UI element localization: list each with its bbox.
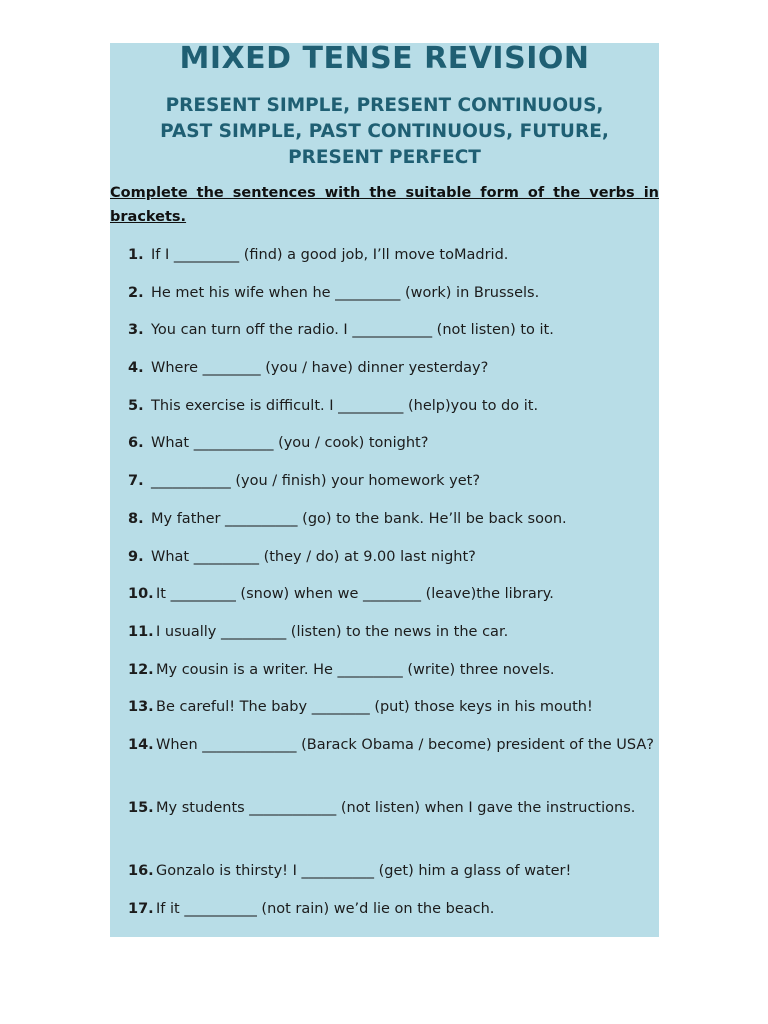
instruction-text: Complete the sentences with the suitable form of the verbs in brackets. [110, 185, 659, 225]
exercise-item [128, 859, 656, 884]
subtitle [110, 93, 659, 171]
item-number: 1. [128, 247, 144, 263]
exercise-item [128, 582, 656, 607]
item-number: 13. [128, 699, 154, 715]
item-number: 8. [128, 511, 144, 527]
page-title: MIXED TENSE REVISION [179, 41, 590, 76]
item-number: 16. [128, 863, 154, 879]
item-text: ___________ (you / finish) your homework yet? [151, 473, 481, 489]
exercise-item [128, 356, 656, 381]
item-text: Gonzalo is thirsty! I __________ (get) him a glass of water! [156, 863, 572, 879]
item-number: 15. [128, 800, 154, 816]
item-text: If I _________ (find) a good job, I’ll move toMadrid. [151, 247, 509, 263]
item-text: You can turn off the radio. I ___________ (not listen) to it. [151, 322, 554, 338]
item-text: This exercise is difficult. I _________ (help)you to do it. [151, 398, 539, 414]
item-number: 12. [128, 662, 154, 678]
item-text: My cousin is a writer. He _________ (write) three novels. [156, 662, 555, 678]
exercise-item [128, 695, 656, 720]
item-number: 4. [128, 360, 144, 376]
item-text: My father __________ (go) to the bank. He’ll be back soon. [151, 511, 567, 527]
item-number: 9. [128, 549, 144, 565]
subtitle-line: PRESENT SIMPLE, PRESENT CONTINUOUS, [165, 95, 604, 116]
item-text: It _________ (snow) when we ________ (leave)the library. [156, 586, 554, 602]
item-number: 2. [128, 285, 144, 301]
exercise-item [128, 545, 656, 570]
item-text: When _____________ (Barack Obama / become) president of the USA? [156, 737, 654, 753]
item-text: Be careful! The baby ________ (put) those keys in his mouth! [156, 699, 593, 715]
item-text: Where ________ (you / have) dinner yesterday? [151, 360, 489, 376]
item-text: My students ____________ (not listen) when I gave the instructions. [156, 800, 636, 816]
subtitle-line: PAST SIMPLE, PAST CONTINUOUS, FUTURE, [160, 121, 609, 142]
exercise-item [128, 281, 656, 306]
exercise-item [128, 620, 656, 645]
subtitle-line: PRESENT PERFECT [288, 147, 481, 168]
item-number: 5. [128, 398, 144, 414]
item-number: 7. [128, 473, 144, 489]
exercise-item [128, 507, 656, 532]
item-number: 10. [128, 586, 154, 602]
item-text: If it __________ (not rain) we’d lie on the beach. [156, 901, 495, 917]
item-number: 11. [128, 624, 154, 640]
item-text: I usually _________ (listen) to the news in the car. [156, 624, 509, 640]
exercise-item [128, 394, 656, 419]
exercise-item [128, 318, 656, 343]
exercise-item [128, 733, 656, 758]
exercise-item [128, 796, 656, 821]
item-text: What _________ (they / do) at 9.00 last night? [151, 549, 476, 565]
exercise-item [128, 243, 656, 268]
worksheet-panel [110, 43, 659, 937]
exercise-item [128, 897, 656, 922]
exercise-item [128, 469, 656, 494]
exercise-item [128, 431, 656, 456]
item-number: 14. [128, 737, 154, 753]
item-number: 3. [128, 322, 144, 338]
exercise-item [128, 658, 656, 683]
item-text: He met his wife when he _________ (work) in Brussels. [151, 285, 540, 301]
item-number: 6. [128, 435, 144, 451]
item-text: What ___________ (you / cook) tonight? [151, 435, 429, 451]
item-number: 17. [128, 901, 154, 917]
